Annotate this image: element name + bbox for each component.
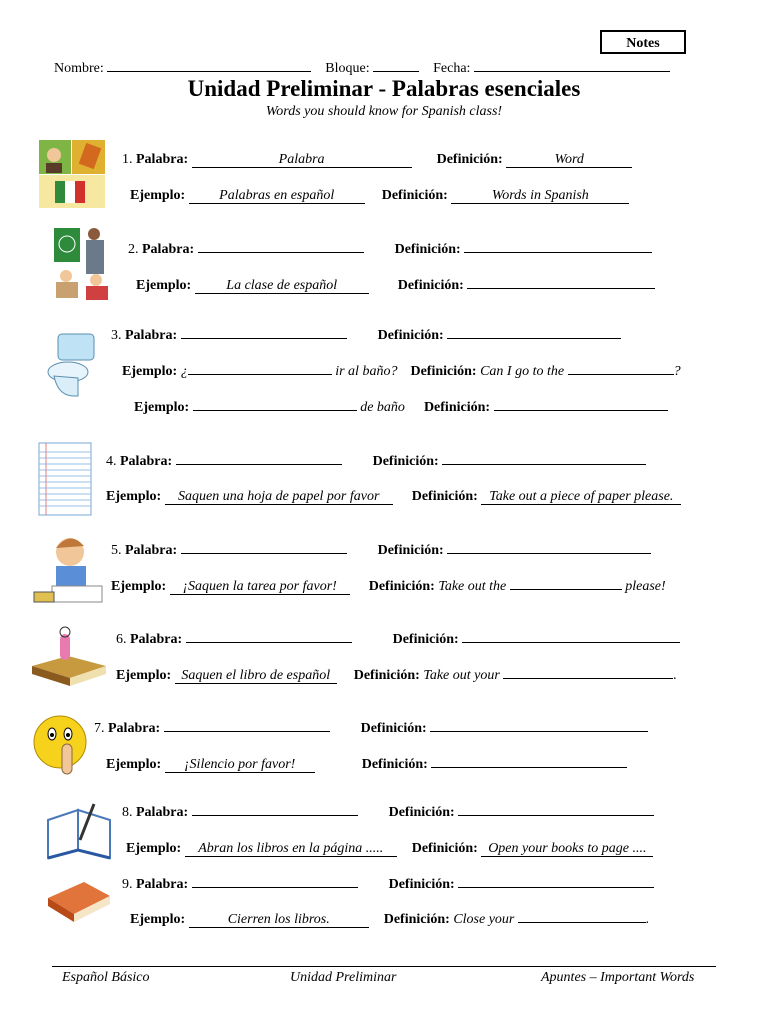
- fecha-label: Fecha:: [433, 61, 471, 76]
- item-3-ejemplo-2-answer[interactable]: [193, 410, 357, 411]
- item-4-ejemplo-def-answer[interactable]: Take out a piece of paper please.: [481, 490, 681, 505]
- page-title: Unidad Preliminar - Palabras esenciales: [187, 76, 581, 101]
- item-4-ejemplo-answer[interactable]: Saquen una hoja de papel por favor: [165, 490, 393, 505]
- item-9-ejemplo-row: Ejemplo: Cierren los libros. Definición: Close your .: [130, 912, 650, 927]
- closed-book-icon: [44, 874, 114, 926]
- item-7-palabra-row: 7. Palabra: Definición:: [94, 721, 648, 737]
- item-8-ejemplo-answer[interactable]: Abran los libros en la página .....: [185, 842, 397, 857]
- item-3-definicion-answer[interactable]: [447, 338, 621, 339]
- paper-sheet-icon: [38, 442, 92, 516]
- footer-rule: [52, 966, 716, 967]
- item-1-ejemplo-row: Ejemplo: Palabras en español Definición: Words in Spanish: [130, 188, 629, 204]
- item-6-ejemplo-def-answer[interactable]: [503, 678, 673, 679]
- item-8-definicion-answer[interactable]: [458, 815, 654, 816]
- item-4-palabra-row: 4. Palabra: Definición:: [106, 454, 646, 470]
- item-9-definicion-answer[interactable]: [458, 887, 654, 888]
- item-2-definicion-answer[interactable]: [464, 252, 652, 253]
- item-1-palabra-answer[interactable]: Palabra: [192, 153, 412, 168]
- item-5-palabra-answer[interactable]: [181, 553, 347, 554]
- item-4-palabra-answer[interactable]: [176, 464, 342, 465]
- item-2-ejemplo-def-answer[interactable]: [467, 288, 655, 289]
- item-8-palabra-row: 8. Palabra: Definición:: [122, 805, 654, 821]
- open-book-icon: [44, 800, 114, 860]
- fecha-blank[interactable]: [474, 57, 670, 72]
- classroom-icon: [52, 226, 112, 302]
- item-3-ejemplo-2-def-answer[interactable]: [494, 410, 668, 411]
- bloque-label: Bloque:: [325, 61, 370, 76]
- item-7-ejemplo-row: Ejemplo: ¡Silencio por favor! Definición:: [106, 757, 627, 773]
- item-2-ejemplo-answer[interactable]: La clase de español: [195, 279, 369, 294]
- nombre-label: Nombre:: [54, 61, 104, 76]
- item-6-ejemplo-row: Ejemplo: Saquen el libro de español Definición: Take out your .: [116, 668, 677, 683]
- item-9-ejemplo-answer[interactable]: Cierren los libros.: [189, 913, 369, 928]
- item-7-ejemplo-def-answer[interactable]: [431, 767, 627, 768]
- footer-center: Unidad Preliminar: [290, 970, 397, 985]
- item-1-palabra-row: 1. Palabra: Palabra Definición: Word: [122, 152, 632, 168]
- item-3-ejemplo-2-row: Ejemplo: de baño Definición:: [134, 400, 668, 416]
- item-1-ejemplo-def-answer[interactable]: Words in Spanish: [451, 189, 629, 204]
- item-2-palabra-row: 2. Palabra: Definición:: [128, 242, 652, 258]
- item-8-ejemplo-def-answer[interactable]: Open your books to page ....: [481, 842, 653, 857]
- item-6-palabra-row: 6. Palabra: Definición:: [116, 632, 680, 648]
- item-5-definicion-answer[interactable]: [447, 553, 651, 554]
- bloque-blank[interactable]: [373, 57, 419, 72]
- notes-box: Notes: [600, 30, 686, 54]
- item-1-definicion-answer[interactable]: Word: [506, 153, 632, 168]
- item-6-definicion-answer[interactable]: [462, 642, 680, 643]
- item-7-palabra-answer[interactable]: [164, 731, 330, 732]
- item-4-definicion-answer[interactable]: [442, 464, 646, 465]
- item-3-palabra-answer[interactable]: [181, 338, 347, 339]
- nombre-blank[interactable]: [107, 57, 311, 72]
- footer-left: Español Básico: [62, 970, 150, 985]
- item-2-ejemplo-row: Ejemplo: La clase de español Definición:: [136, 278, 655, 294]
- page-subtitle: Words you should know for Spanish class!: [265, 104, 503, 119]
- item-8-palabra-answer[interactable]: [192, 815, 358, 816]
- item-5-palabra-row: 5. Palabra: Definición:: [111, 543, 651, 559]
- teacher-flag-icon: [38, 139, 106, 209]
- item-2-palabra-answer[interactable]: [198, 252, 364, 253]
- item-7-ejemplo-answer[interactable]: ¡Silencio por favor!: [165, 758, 315, 773]
- toilet-icon: [44, 330, 100, 400]
- item-6-ejemplo-answer[interactable]: Saquen el libro de español: [175, 669, 337, 684]
- item-7-definicion-answer[interactable]: [430, 731, 648, 732]
- item-9-ejemplo-def-answer[interactable]: [518, 922, 646, 923]
- item-5-ejemplo-answer[interactable]: ¡Saquen la tarea por favor!: [170, 580, 350, 595]
- item-9-palabra-answer[interactable]: [192, 887, 358, 888]
- item-4-ejemplo-row: Ejemplo: Saquen una hoja de papel por favor Definición: Take out a piece of paper please.: [106, 489, 681, 505]
- student-homework-icon: [32, 530, 104, 606]
- item-6-palabra-answer[interactable]: [186, 642, 352, 643]
- shush-smiley-icon: [32, 712, 88, 780]
- item-3-ejemplo-1-row: Ejemplo: ¿ ir al baño? Definición: Can I go to the ?: [122, 364, 681, 379]
- header-fields: [54, 57, 670, 77]
- item-9-palabra-row: 9. Palabra: Definición:: [122, 877, 654, 893]
- item-5-ejemplo-def-answer[interactable]: [510, 589, 622, 590]
- item-1-ejemplo-answer[interactable]: Palabras en español: [189, 189, 365, 204]
- item-5-ejemplo-row: Ejemplo: ¡Saquen la tarea por favor! Definición: Take out the please!: [111, 579, 666, 594]
- item-8-ejemplo-row: Ejemplo: Abran los libros en la página ..... Definición: Open your books to page ....: [126, 841, 653, 857]
- item-3-ejemplo-1-answer[interactable]: [188, 374, 332, 375]
- footer-right: Apuntes – Important Words: [541, 970, 695, 985]
- item-3-palabra-row: 3. Palabra: Definición:: [111, 328, 621, 344]
- item-3-ejemplo-1-def-answer[interactable]: [568, 374, 674, 375]
- book-worm-icon: [28, 626, 110, 688]
